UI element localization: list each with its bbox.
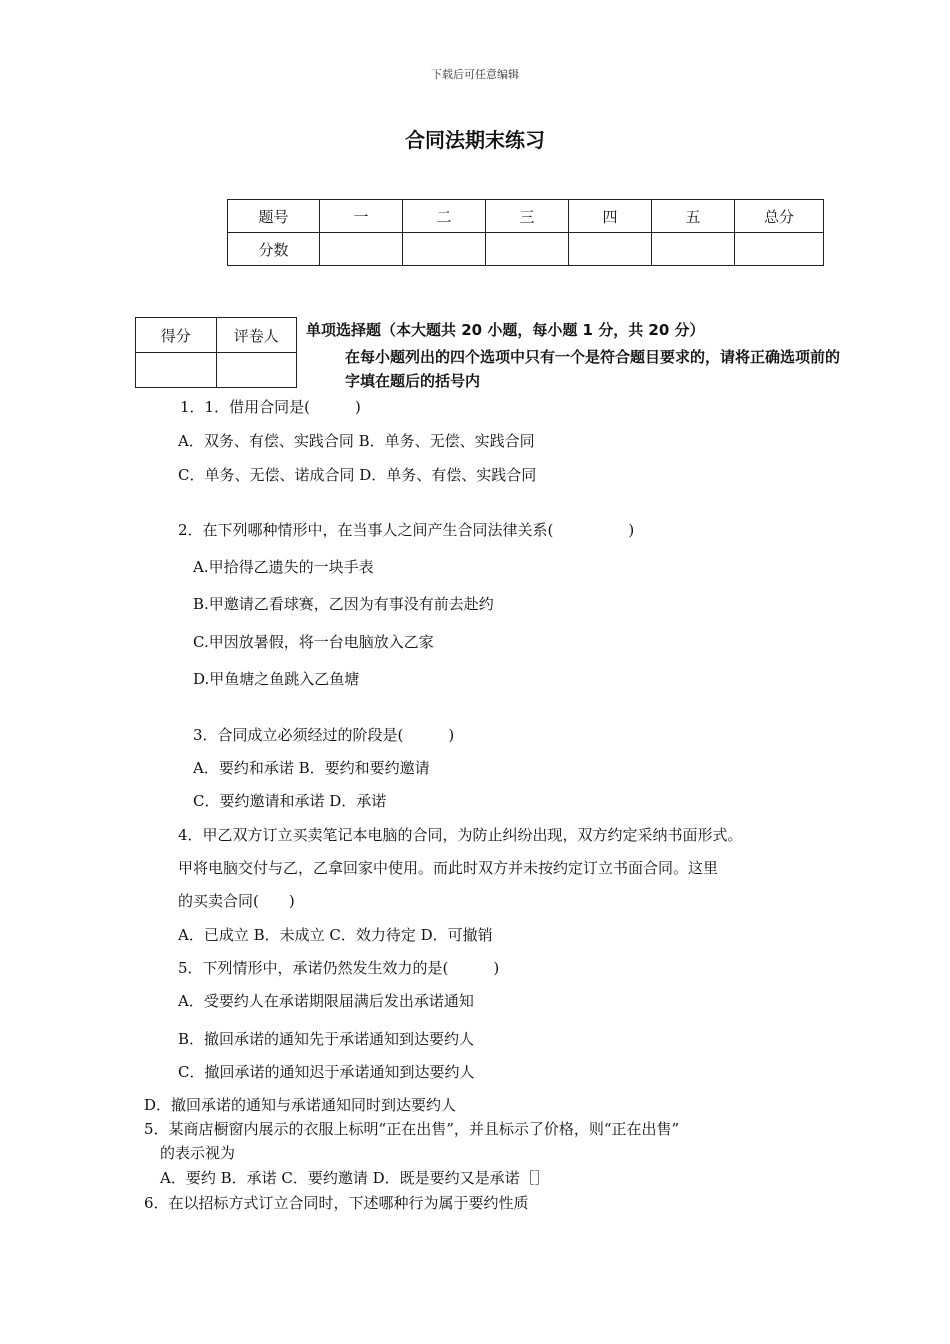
option-line: C．单务、无偿、诺成合同 D．单务、有偿、实践合同 xyxy=(178,466,537,484)
option-line: A．要约 B．承诺 C．要约邀请 D．既是要约又是承诺［］ xyxy=(160,1169,550,1187)
grader-score-label: 得分 xyxy=(136,318,217,353)
score-header-cell: 四 xyxy=(569,200,652,233)
score-header-cell: 题号 xyxy=(228,200,320,233)
score-cell[interactable] xyxy=(652,233,735,266)
option-line: C．要约邀请和承诺 D．承诺 xyxy=(193,792,387,810)
question-line: 2．在下列哪种情形中，在当事人之间产生合同法律关系( ) xyxy=(178,521,635,539)
section-title: 单项选择题（本大题共 20 小题，每小题 1 分，共 20 分） xyxy=(306,321,705,339)
question-line: 的表示视为 xyxy=(160,1144,236,1162)
score-header-cell: 总分 xyxy=(735,200,824,233)
score-cell[interactable] xyxy=(403,233,486,266)
question-line: 5．某商店橱窗内展示的衣服上标明“正在出售”，并且标示了价格，则“正在出售” xyxy=(144,1120,680,1138)
option-line: A．要约和承诺 B．要约和要约邀请 xyxy=(193,759,430,777)
grader-table xyxy=(135,317,297,388)
section-instruction: 在每小题列出的四个选项中只有一个是符合题目要求的，请将正确选项前的字填在题后的括号内 xyxy=(345,348,841,390)
question-line: 1．1．借用合同是( ) xyxy=(180,398,361,416)
grader-name-label: 评卷人 xyxy=(216,318,297,353)
score-header-cell: 三 xyxy=(486,200,569,233)
score-table xyxy=(227,199,824,266)
question-line: 3．合同成立必须经过的阶段是( ) xyxy=(193,726,455,744)
score-cell[interactable] xyxy=(486,233,569,266)
question-line: 6．在以招标方式订立合同时，下述哪种行为属于要约性质 xyxy=(144,1194,529,1212)
score-cell[interactable] xyxy=(735,233,824,266)
question-line: 甲将电脑交付与乙，乙拿回家中使用。而此时双方并未按约定订立书面合同。这里 xyxy=(178,859,719,877)
option-line: B.甲邀请乙看球赛，乙因为有事没有前去赴约 xyxy=(193,595,494,613)
option-line: C．撤回承诺的通知迟于承诺通知到达要约人 xyxy=(178,1063,475,1081)
option-line: C.甲因放暑假，将一台电脑放入乙家 xyxy=(193,633,434,651)
question-line: 4．甲乙双方订立买卖笔记本电脑的合同，为防止纠纷出现，双方约定采纳书面形式。 xyxy=(178,826,743,844)
option-line: A.甲拾得乙遗失的一块手表 xyxy=(193,558,374,576)
question-line: 的买卖合同( ) xyxy=(178,892,295,910)
option-line: D.甲鱼塘之鱼跳入乙鱼塘 xyxy=(193,670,360,688)
score-cell[interactable] xyxy=(569,233,652,266)
score-cell[interactable] xyxy=(320,233,403,266)
score-header-cell: 一 xyxy=(320,200,403,233)
question-line: 5．下列情形中，承诺仍然发生效力的是( ) xyxy=(178,959,500,977)
option-line: D．撤回承诺的通知与承诺通知同时到达要约人 xyxy=(144,1096,457,1114)
grader-score-cell[interactable] xyxy=(136,353,217,388)
grader-name-cell[interactable] xyxy=(216,353,297,388)
option-line: A．受要约人在承诺期限届满后发出承诺通知 xyxy=(178,992,474,1010)
header-note: 下载后可任意编辑 xyxy=(431,68,519,81)
score-table-value-row xyxy=(228,233,824,266)
score-table-header-row xyxy=(228,200,824,233)
option-line: A．已成立 B．未成立 C．效力待定 D．可撤销 xyxy=(178,926,493,944)
option-line: B．撤回承诺的通知先于承诺通知到达要约人 xyxy=(178,1030,475,1048)
option-line: A．双务、有偿、实践合同 B．单务、无偿、实践合同 xyxy=(178,432,535,450)
page-title: 合同法期末练习 xyxy=(405,128,545,152)
score-row-label: 分数 xyxy=(228,233,320,266)
score-header-cell: 二 xyxy=(403,200,486,233)
score-header-cell: 五 xyxy=(652,200,735,233)
